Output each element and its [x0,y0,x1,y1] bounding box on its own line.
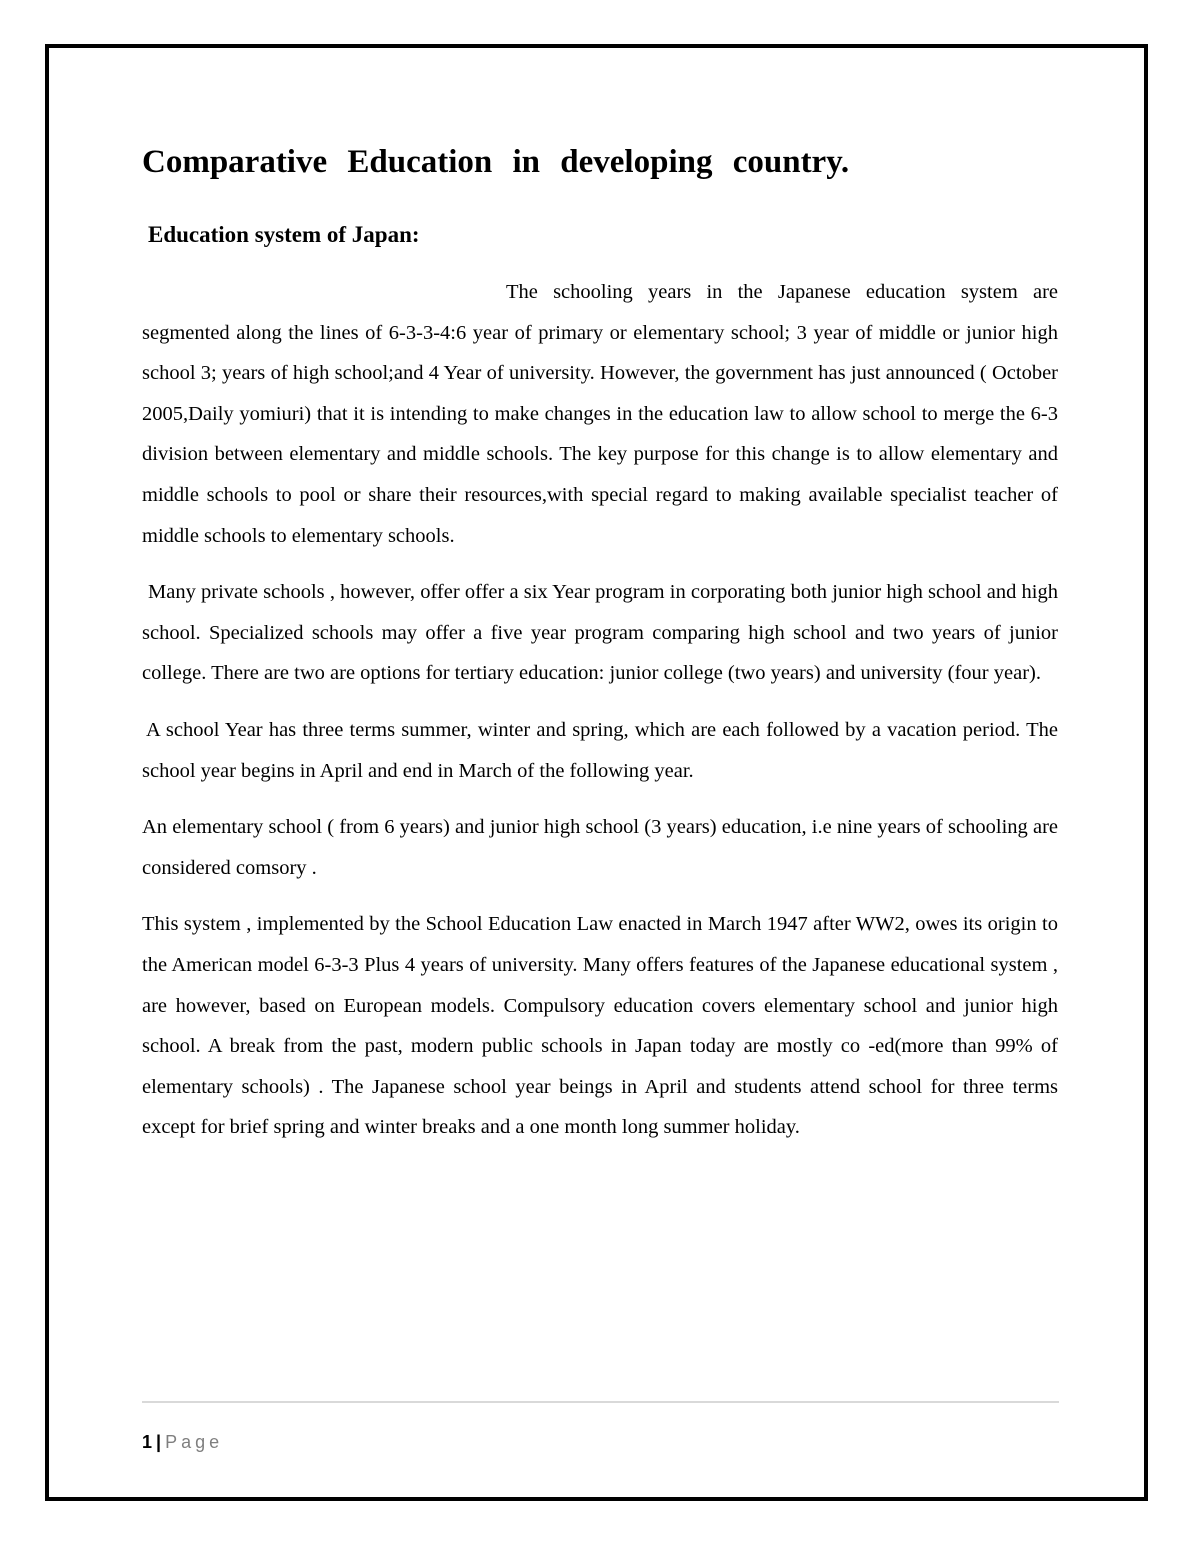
footer-separator: | [156,1432,162,1452]
document-title: Comparative Education in developing country. [142,144,850,180]
paragraph-2: Many private schools , however, offer offer a six Year program in corporating both junior high school and high school. Specialized schools may offer a five year program comparing high school and two years of junior college. There are two are options for tertiary education: junior college (two years) and university (four year). [142,581,1058,685]
page-label: Page [165,1432,224,1452]
page-number: 1 [142,1432,153,1452]
paragraph-5: This system , implemented by the School Education Law enacted in March 1947 after WW2, owes its origin to the American model 6-3-3 Plus 4 years of university. Many offers features of the Japanese educational system , are however, based on European models. Compulsory education covers elementary school and junior high school. A break from the past, modern public schools in Japan today are mostly co -ed(more than 99% of elementary schools) . The Japanese school year beings in April and students attend school for three terms except for brief spring and winter breaks and a one month long summer holiday. [142,913,1058,1139]
footer-rule [142,1401,1059,1403]
document-body [142,138,1058,1164]
section-heading: Education system of Japan: [148,222,420,247]
paragraph-3: A school Year has three terms summer, winter and spring, which are each followed by a vacation period. The school year begins in April and end in March of the following year. [142,718,1058,782]
paragraph-1: The schooling years in the Japanese education system are segmented along the lines of 6-3-3-4:6 year of primary or elementary school; 3 year of middle or junior high school 3; years of high school;and 4 Year of university. However, the government has just announced ( October 2005,Daily yomiuri) that it is intending to make changes in the education law to allow school to merge the 6-3 division between elementary and middle schools. The key purpose for this change is to allow elementary and middle schools to pool or share their resources,with special regard to making available specialist teacher of middle schools to elementary schools. [142,281,1058,547]
page-footer [142,1432,223,1453]
paragraph-4: An elementary school ( from 6 years) and junior high school (3 years) education, i.e nine years of schooling are considered comsory . [142,816,1058,879]
